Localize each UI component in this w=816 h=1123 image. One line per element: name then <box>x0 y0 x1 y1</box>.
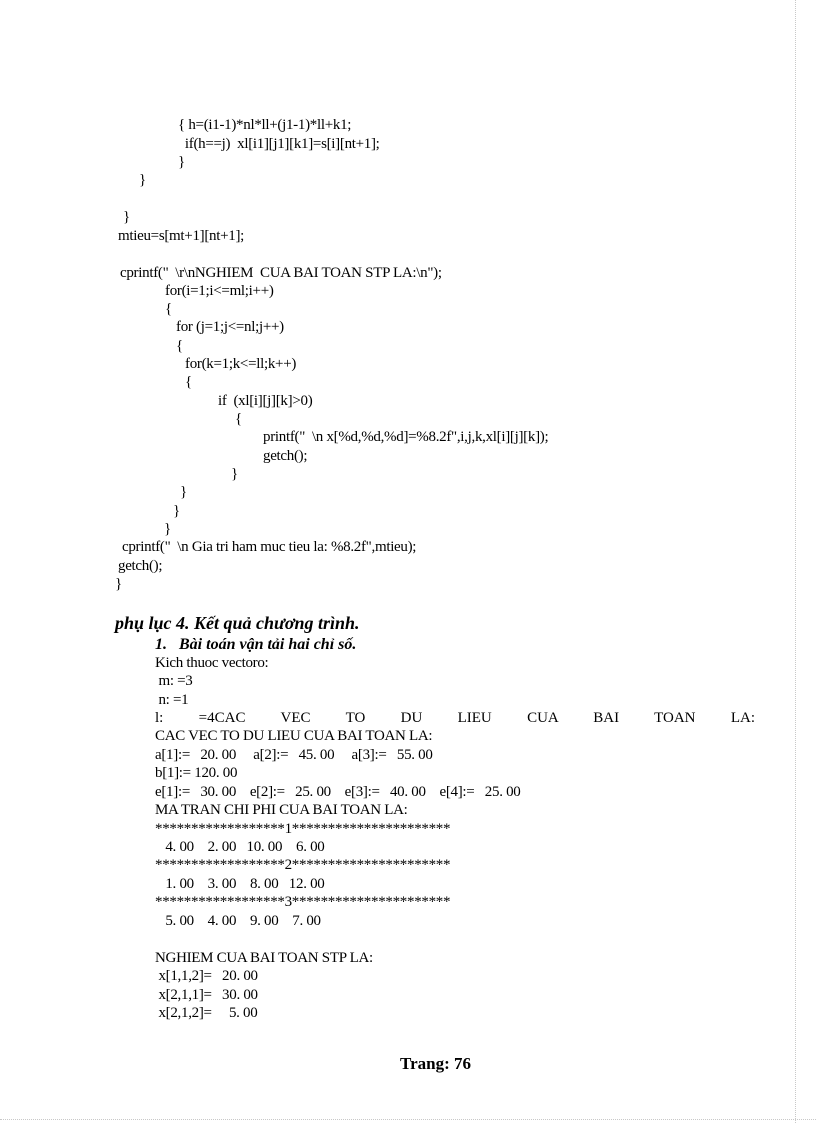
code-line: { <box>165 301 172 317</box>
output-line: x[1,1,2]= 20. 00 <box>155 968 258 984</box>
code-line: } <box>123 209 130 225</box>
code-line: { h=(i1-1)*nl*ll+(j1-1)*ll+k1; <box>178 117 352 133</box>
code-line: } <box>115 576 122 592</box>
code-line: for(i=1;i<=ml;i++) <box>165 283 274 299</box>
code-line: { <box>235 411 242 427</box>
output-line: b[1]:= 120. 00 <box>155 765 238 781</box>
output-line: CAC VEC TO DU LIEU CUA BAI TOAN LA: <box>155 728 433 744</box>
output-line: ******************1********************** <box>155 821 451 837</box>
code-line: cprintf(" \n Gia tri ham muc tieu la: %8.2f",mtieu); <box>122 539 417 555</box>
output-line: MA TRAN CHI PHI CUA BAI TOAN LA: <box>155 802 408 818</box>
code-line: for(k=1;k<=ll;k++) <box>185 356 297 372</box>
output-line: x[2,1,2]= 5. 00 <box>155 1005 258 1021</box>
page-border-right <box>795 0 796 1123</box>
code-line: getch(); <box>118 558 163 574</box>
code-line: { <box>176 338 183 354</box>
code-line: printf(" \n x[%d,%d,%d]=%8.2f",i,j,k,xl[i][j][k]); <box>263 429 549 445</box>
code-line: { <box>185 374 192 390</box>
appendix-heading: phụ lục 4. Kết quả chương trình. <box>115 613 360 633</box>
code-line: } <box>180 484 187 500</box>
page-number: Trang: 76 <box>400 1054 471 1073</box>
output-line: ******************3********************** <box>155 894 451 910</box>
code-line: } <box>231 466 238 482</box>
output-line: 1. 00 3. 00 8. 00 12. 00 <box>155 876 325 892</box>
code-line: } <box>139 172 146 188</box>
code-line: mtieu=s[mt+1][nt+1]; <box>118 228 245 244</box>
output-line: Kich thuoc vectoro: <box>155 655 269 671</box>
output-line: NGHIEM CUA BAI TOAN STP LA: <box>155 950 373 966</box>
code-line: for (j=1;j<=nl;j++) <box>176 319 284 335</box>
code-line: if (xl[i][j][k]>0) <box>218 393 313 409</box>
code-line: } <box>164 521 171 537</box>
code-line: if(h==j) xl[i1][j1][k1]=s[i][nt+1]; <box>178 136 380 152</box>
output-line: m: =3 <box>155 673 193 689</box>
output-line: a[1]:= 20. 00 a[2]:= 45. 00 a[3]:= 55. 00 <box>155 747 433 763</box>
output-line: n: =1 <box>155 692 189 708</box>
code-line: } <box>178 154 185 170</box>
output-line: e[1]:= 30. 00 e[2]:= 25. 00 e[3]:= 40. 00 e[4]:= 25. 00 <box>155 784 521 800</box>
page-border-bottom <box>0 1119 816 1120</box>
code-line: cprintf(" \r\nNGHIEM CUA BAI TOAN STP LA:\n"); <box>120 265 442 281</box>
code-line: getch(); <box>263 448 308 464</box>
output-line: x[2,1,1]= 30. 00 <box>155 987 258 1003</box>
code-line: } <box>173 503 180 519</box>
output-line: 5. 00 4. 00 9. 00 7. 00 <box>155 913 321 929</box>
section-subheading: 1. Bài toán vận tải hai chỉ số. <box>155 636 357 653</box>
output-line: 4. 00 2. 00 10. 00 6. 00 <box>155 839 325 855</box>
output-line: ******************2********************** <box>155 857 451 873</box>
output-line-justified: l: =4CAC VEC TO DU LIEU CUA BAI TOAN LA: <box>155 710 755 726</box>
